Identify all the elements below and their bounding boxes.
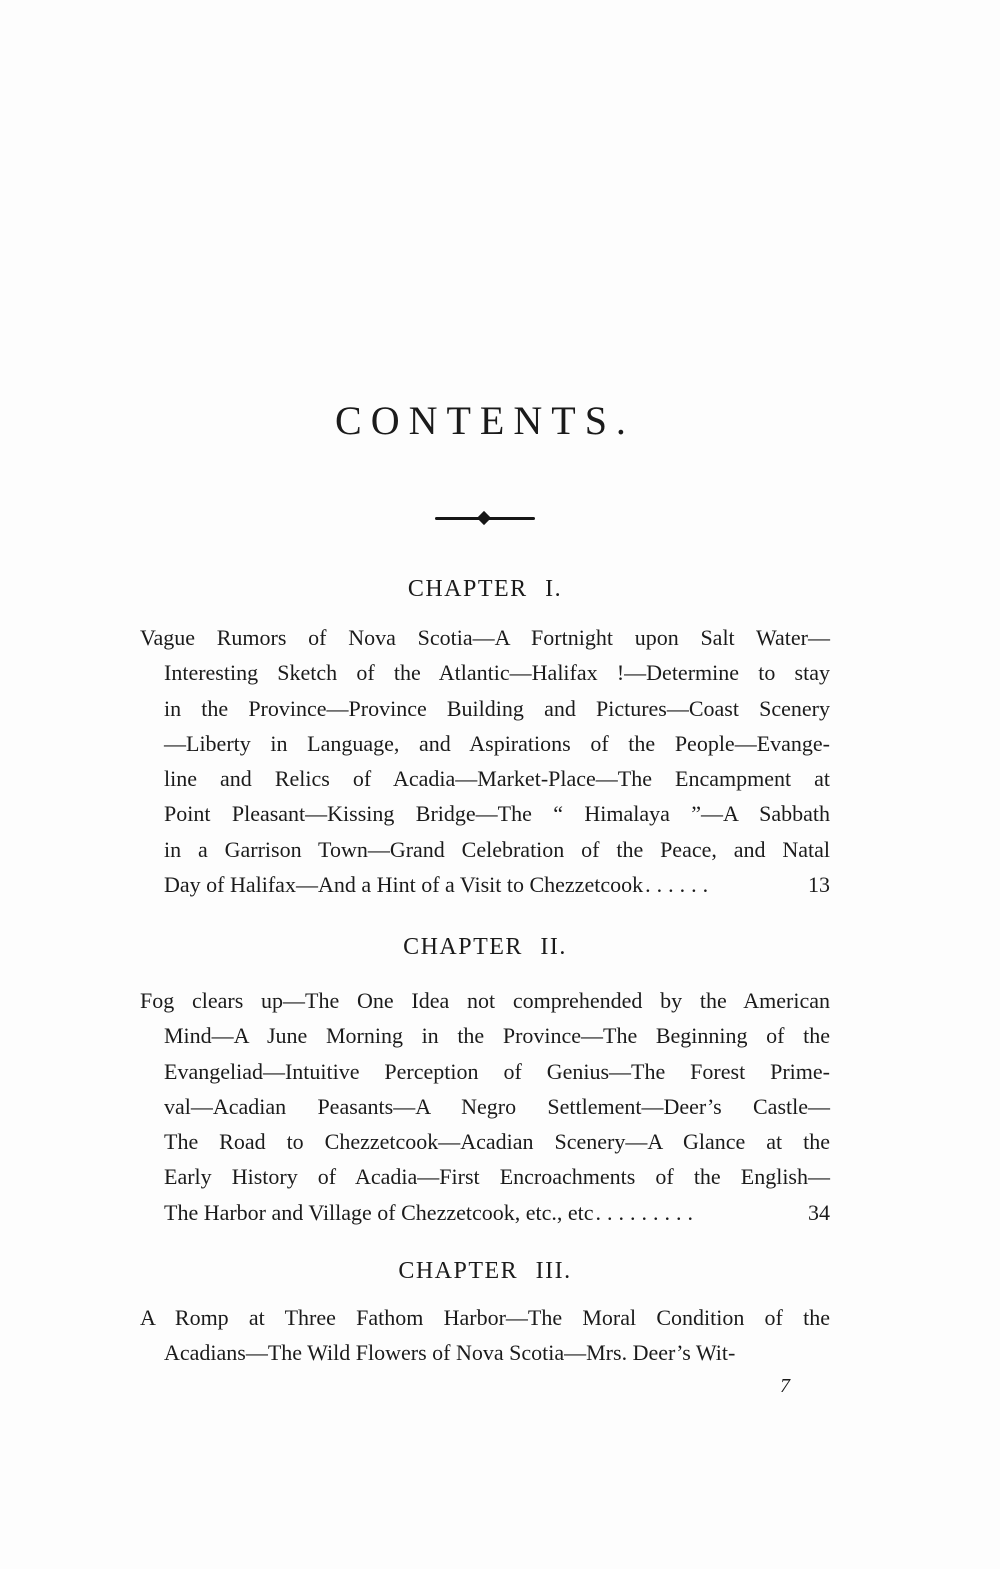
- chapter-3-entry: [140, 1300, 830, 1371]
- diamond-ornament-icon: [477, 511, 491, 525]
- toc-line: Fog clears up—The One Idea not comprehended by the American: [140, 988, 830, 1013]
- toc-line: line and Relics of Acadia—Market-Place—The Encampment at: [164, 766, 830, 792]
- toc-line: in the Province—Province Building and Pictures—Coast Scenery: [164, 695, 830, 721]
- chapter-2-entry: [140, 983, 830, 1230]
- ornamental-divider: [435, 511, 535, 525]
- toc-page-number: 34: [808, 1199, 830, 1225]
- toc-line: The Road to Chezzetcook—Acadian Scenery—A Glance at the: [164, 1129, 830, 1155]
- page-title: CONTENTS.: [335, 398, 635, 443]
- chapter-3-heading: CHAPTER III.: [398, 1258, 572, 1284]
- text-block: [140, 0, 830, 1569]
- toc-line: Vague Rumors of Nova Scotia—A Fortnight upon Salt Water—: [140, 625, 830, 650]
- chapter-1-entry: [140, 620, 830, 902]
- chapter-1-heading: CHAPTER I.: [407, 576, 563, 602]
- toc-last-line: [140, 1195, 830, 1230]
- chapter-2-heading: CHAPTER II.: [403, 934, 567, 960]
- toc-line: A Romp at Three Fathom Harbor—The Moral Condition of the: [140, 1305, 830, 1330]
- toc-line: Early History of Acadia—First Encroachments of the English—: [164, 1164, 830, 1190]
- toc-line-fragment: Day of Halifax—And a Hint of a Visit to Chezzetcook: [164, 872, 644, 898]
- toc-line-text: [164, 867, 714, 902]
- toc-line: in a Garrison Town—Grand Celebration of the Peace, and Natal: [164, 836, 830, 862]
- toc-line: Mind—A June Morning in the Province—The Beginning of the: [164, 1023, 830, 1049]
- toc-line: —Liberty in Language, and Aspirations of the People—Evange-: [164, 730, 830, 756]
- folio-page-number: 7: [780, 1375, 790, 1397]
- dot-leader: .........: [595, 1199, 700, 1225]
- toc-line: val—Acadian Peasants—A Negro Settlement—Deer’s Castle—: [164, 1093, 830, 1119]
- toc-line: Acadians—The Wild Flowers of Nova Scotia—Mrs. Deer’s Wit-: [164, 1340, 736, 1366]
- toc-line-text: [164, 1195, 699, 1230]
- toc-line: Point Pleasant—Kissing Bridge—The “ Himalaya ”—A Sabbath: [164, 801, 830, 827]
- toc-line-fragment: The Harbor and Village of Chezzetcook, etc., etc: [164, 1199, 594, 1225]
- toc-page-number: 13: [808, 872, 830, 898]
- toc-last-line: [140, 867, 830, 902]
- toc-line: Interesting Sketch of the Atlantic—Halifax !—Determine to stay: [164, 660, 830, 686]
- toc-line: Evangeliad—Intuitive Perception of Genius—The Forest Prime-: [164, 1058, 830, 1084]
- dot-leader: ......: [645, 872, 715, 898]
